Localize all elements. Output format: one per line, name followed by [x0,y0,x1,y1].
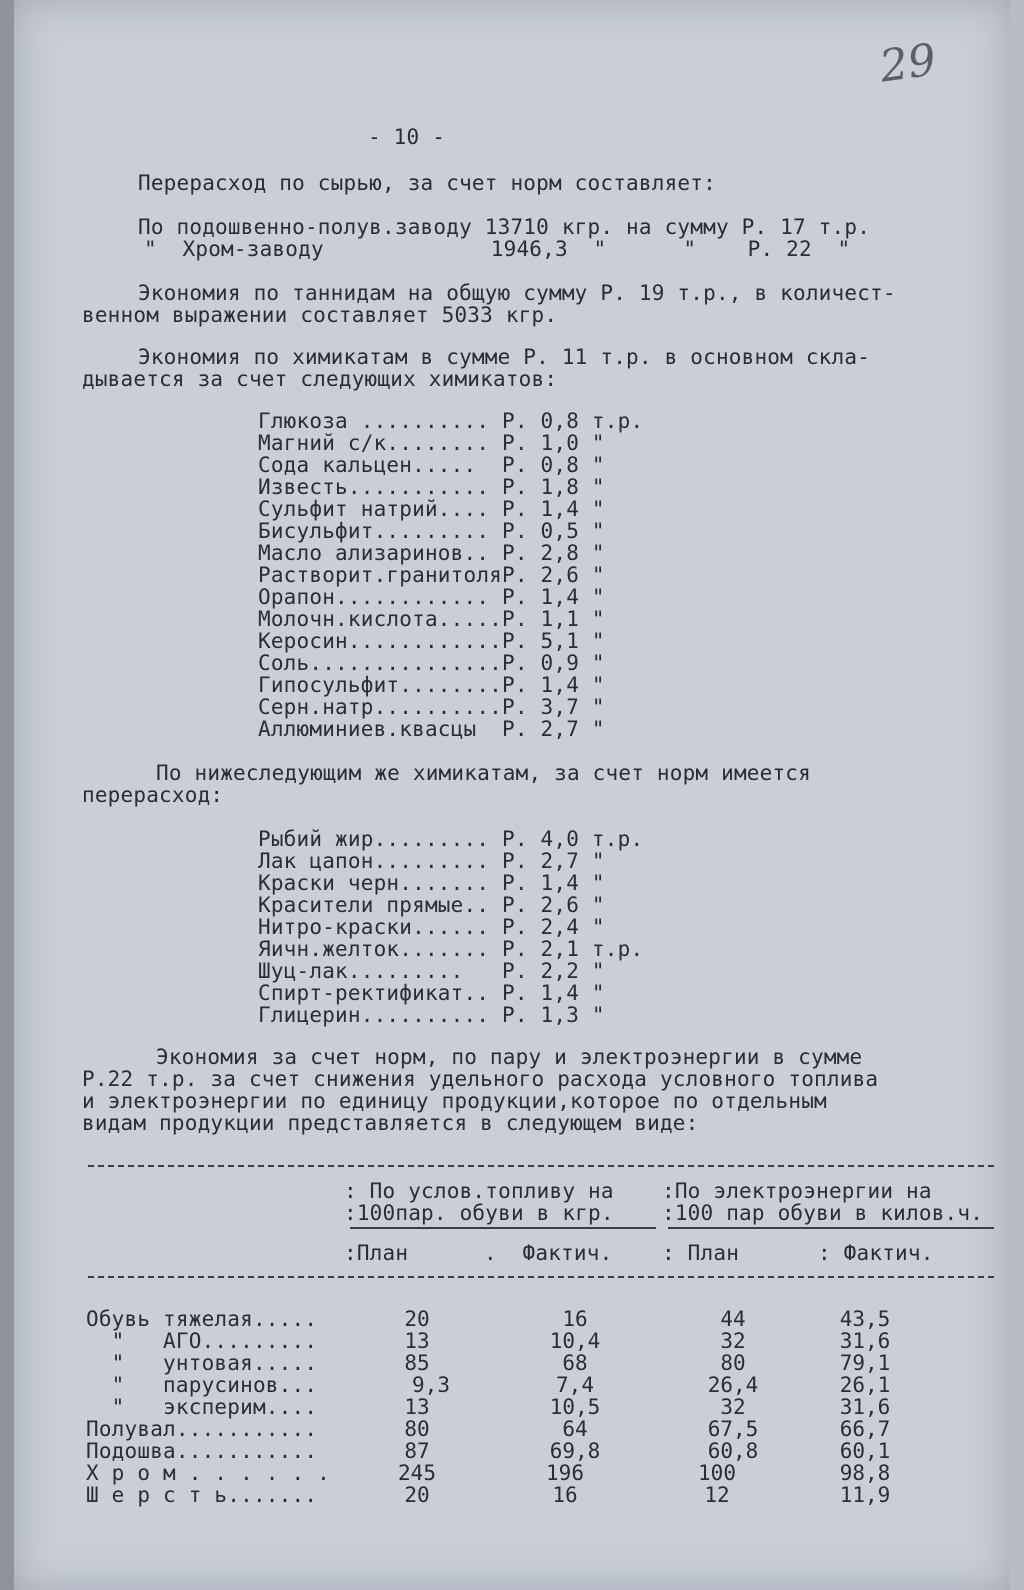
list-item: Гипосульфит........Р. 1,4 " [258,673,605,697]
cell-fuel-plan: 245 [398,1461,436,1485]
header-fuel-line1: : По услов.топливу на [344,1179,614,1203]
cell-electricity-plan: 44 [720,1307,746,1331]
page-number: - 10 - [368,125,446,149]
cell-electricity-fact: 98,8 [839,1461,891,1485]
list-item: Красители прямые.. Р. 2,6 " [258,893,605,917]
header-electricity-line2: :100 пар обуви в килов.ч. [662,1201,984,1225]
list-item: Глицерин.......... Р. 1,3 " [258,1003,605,1027]
cell-fuel-fact: 69,8 [549,1439,601,1463]
list-item: Аллюминиев.квасцы Р. 2,7 " [258,717,605,741]
list-item: Краски черн....... Р. 1,4 " [258,871,605,895]
cell-electricity-fact: 26,1 [839,1373,891,1397]
list-item: Керосин............Р. 5,1 " [258,629,605,653]
fuel-header-rule [350,1227,656,1229]
tannins-paragraph-line1: Экономия по таннидам на общую сумму Р. 19 т.р., в количест- [138,281,896,305]
cell-fuel-fact: 10,5 [549,1395,601,1419]
cell-electricity-fact: 43,5 [839,1307,891,1331]
table-header-bottom-rule [88,1276,994,1278]
subheader-fuel-fact: . Фактич. [484,1241,613,1265]
table-top-rule [88,1165,994,1167]
cell-fuel-plan: 80 [404,1417,430,1441]
list-item: Глюкоза .......... Р. 0,8 т.р. [258,409,644,433]
cell-electricity-fact: 31,6 [839,1395,891,1419]
row-label: " унтовая..... [86,1351,318,1375]
cell-electricity-plan: 32 [720,1329,746,1353]
paragraph-raw-materials-heading: Перерасход по сырью, за счет норм составляет: [138,171,716,195]
chrome-plant-line: " Хром-заводу 1946,3 " " Р. 22 " [144,237,851,261]
electricity-header-rule [668,1227,994,1229]
cell-electricity-plan: 26,4 [707,1373,759,1397]
chemicals-paragraph-line2: дывается за счет следующих химикатов: [82,367,558,391]
cell-electricity-plan: 60,8 [707,1439,759,1463]
row-label: Полувал........... [86,1417,318,1441]
list-item: Орапон............ Р. 1,4 " [258,585,605,609]
list-item: Известь........... Р. 1,8 " [258,475,605,499]
list-item: Спирт-ректификат.. Р. 1,4 " [258,981,605,1005]
cell-electricity-plan: 80 [720,1351,746,1375]
list-item: Масло ализаринов.. Р. 2,8 " [258,541,605,565]
sole-plant-line: По подошвенно-полув.заводу 13710 кгр. на сумму Р. 17 т.р. [138,215,871,239]
row-label: Х р о м . . . . . . [86,1461,331,1485]
cell-fuel-plan: 20 [404,1483,430,1507]
energy-paragraph-line2: Р.22 т.р. за счет снижения удельного расхода условного топлива [82,1067,879,1091]
cell-fuel-plan: 85 [404,1351,430,1375]
cell-fuel-plan: 13 [404,1329,430,1353]
cell-electricity-fact: 79,1 [839,1351,891,1375]
chemicals-paragraph-line1: Экономия по химикатам в сумме Р. 11 т.р. в основном скла- [138,345,871,369]
row-label: Обувь тяжелая..... [86,1307,318,1331]
cell-fuel-plan: 13 [404,1395,430,1419]
subheader-fuel-plan: :План [344,1241,409,1265]
list-item: Сульфит натрий.... Р. 1,4 " [258,497,605,521]
header-fuel-line2: :100пар. обуви в кгр. [344,1201,614,1225]
subheader-electricity-fact: : Фактич. [818,1241,934,1265]
cell-fuel-fact: 16 [552,1483,578,1507]
list-item: Яичн.желток....... Р. 2,1 т.р. [258,937,644,961]
overspend-paragraph-line1: По нижеследующим же химикатам, за счет норм имеется [156,761,811,785]
list-item: Соль...............Р. 0,9 " [258,651,605,675]
cell-fuel-fact: 16 [562,1307,588,1331]
cell-fuel-fact: 10,4 [549,1329,601,1353]
cell-electricity-plan: 100 [698,1461,736,1485]
subheader-electricity-plan: : План [662,1241,740,1265]
row-label: " АГО......... [86,1329,318,1353]
list-item: Лак цапон......... Р. 2,7 " [258,849,605,873]
cell-electricity-fact: 66,7 [839,1417,891,1441]
energy-paragraph-line1: Экономия за счет норм, по пару и электроэнергии в сумме [156,1045,863,1069]
row-label: Подошва........... [86,1439,318,1463]
list-item: Сода кальцен..... Р. 0,8 " [258,453,605,477]
cell-fuel-fact: 7,4 [556,1373,594,1397]
handwritten-page-number: 29 [876,34,940,93]
tannins-paragraph-line2: венном выражении составляет 5033 кгр. [82,303,558,327]
cell-fuel-plan: 87 [404,1439,430,1463]
energy-paragraph-line3: и электроэнергии по единицу продукции,которое по отдельным [82,1089,827,1113]
cell-fuel-plan: 20 [404,1307,430,1331]
row-label: " парусинов... [86,1373,318,1397]
cell-electricity-plan: 12 [704,1483,730,1507]
page-left-edge [0,0,14,1590]
list-item: Магний с/к........ Р. 1,0 " [258,431,605,455]
list-item: Серн.натр..........Р. 3,7 " [258,695,605,719]
list-item: Рыбий жир......... Р. 4,0 т.р. [258,827,644,851]
cell-fuel-fact: 64 [562,1417,588,1441]
header-electricity-line1: :По электроэнергии на [662,1179,932,1203]
list-item: Нитро-краски...... Р. 2,4 " [258,915,605,939]
row-label: Ш е р с т ь....... [86,1483,318,1507]
energy-paragraph-line4: видам продукции представляется в следующем виде: [82,1111,699,1135]
cell-electricity-fact: 31,6 [839,1329,891,1353]
cell-electricity-fact: 11,9 [839,1483,891,1507]
cell-electricity-fact: 60,1 [839,1439,891,1463]
overspend-paragraph-line2: перерасход: [82,783,224,807]
row-label: " эксперим.... [86,1395,318,1419]
list-item: Шуц-лак......... Р. 2,2 " [258,959,605,983]
list-item: Растворит.гранитоляР. 2,6 " [258,563,605,587]
cell-fuel-plan: 9,3 [412,1373,450,1397]
list-item: Молочн.кислота.....Р. 1,1 " [258,607,605,631]
cell-electricity-plan: 32 [720,1395,746,1419]
cell-electricity-plan: 67,5 [707,1417,759,1441]
cell-fuel-fact: 196 [546,1461,584,1485]
list-item: Бисульфит......... Р. 0,5 " [258,519,605,543]
cell-fuel-fact: 68 [562,1351,588,1375]
